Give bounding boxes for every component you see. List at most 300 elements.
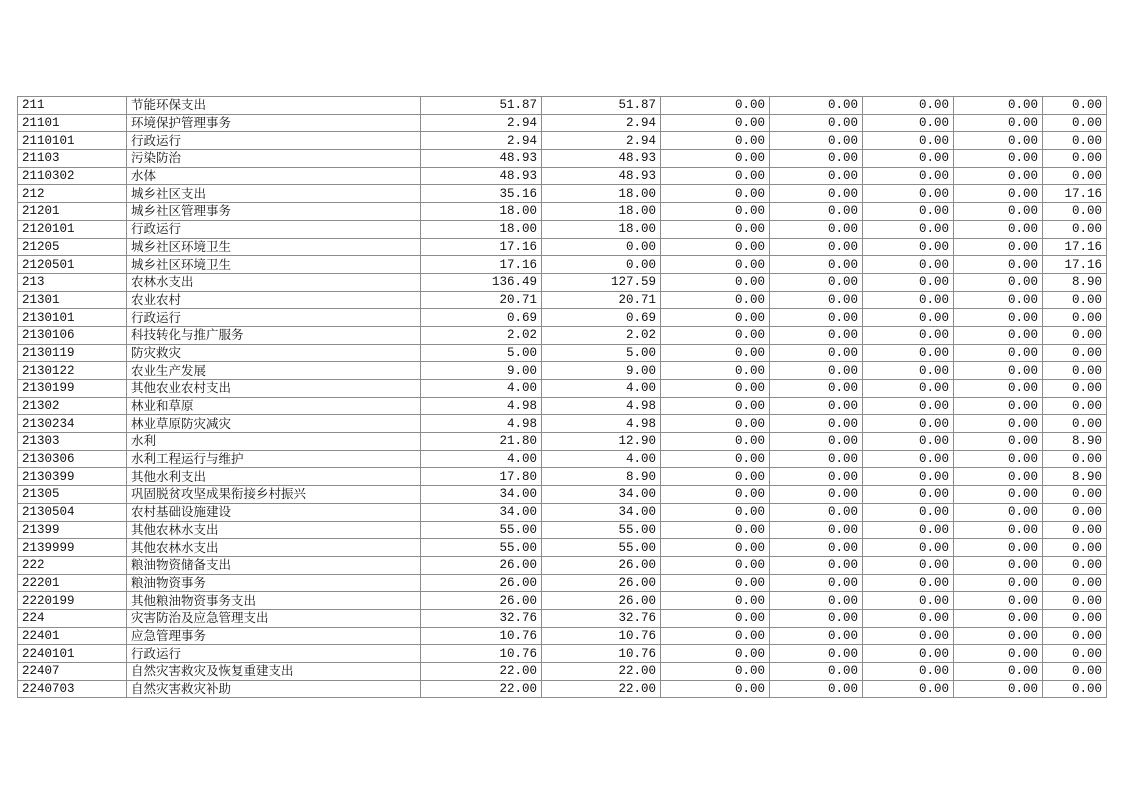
amount-cell: 0.00 <box>863 645 954 663</box>
amount-cell: 0.00 <box>770 397 863 415</box>
amount-cell: 18.00 <box>421 203 542 221</box>
amount-cell: 2.94 <box>421 132 542 150</box>
amount-cell: 4.00 <box>421 380 542 398</box>
table-row <box>18 645 1107 663</box>
amount-cell: 0.00 <box>770 539 863 557</box>
amount-cell: 0.00 <box>770 326 863 344</box>
amount-cell: 0.00 <box>954 203 1043 221</box>
amount-cell: 127.59 <box>542 273 661 291</box>
amount-cell: 0.00 <box>863 627 954 645</box>
table-row <box>18 167 1107 185</box>
amount-cell: 32.76 <box>542 609 661 627</box>
amount-cell: 0.00 <box>770 592 863 610</box>
amount-cell: 2.94 <box>542 114 661 132</box>
account-code-cell: 21103 <box>18 150 127 168</box>
amount-cell: 0.00 <box>542 238 661 256</box>
amount-cell: 0.00 <box>661 433 770 451</box>
amount-cell: 0.00 <box>661 450 770 468</box>
table-row <box>18 574 1107 592</box>
amount-cell: 0.00 <box>661 203 770 221</box>
amount-cell: 0.00 <box>863 326 954 344</box>
amount-cell: 0.00 <box>1043 609 1107 627</box>
amount-cell: 10.76 <box>421 627 542 645</box>
amount-cell: 0.00 <box>954 645 1043 663</box>
amount-cell: 0.00 <box>863 680 954 698</box>
amount-cell: 2.94 <box>421 114 542 132</box>
amount-cell: 0.00 <box>954 309 1043 327</box>
amount-cell: 4.98 <box>421 415 542 433</box>
amount-cell: 17.16 <box>421 238 542 256</box>
amount-cell: 2.94 <box>542 132 661 150</box>
amount-cell: 0.00 <box>954 291 1043 309</box>
amount-cell: 0.00 <box>863 238 954 256</box>
amount-cell: 0.00 <box>863 362 954 380</box>
amount-cell: 22.00 <box>542 680 661 698</box>
account-code-cell: 21399 <box>18 521 127 539</box>
amount-cell: 0.00 <box>1043 291 1107 309</box>
amount-cell: 0.00 <box>863 309 954 327</box>
table-row <box>18 556 1107 574</box>
amount-cell: 35.16 <box>421 185 542 203</box>
amount-cell: 0.00 <box>954 150 1043 168</box>
amount-cell: 0.00 <box>954 503 1043 521</box>
table-row <box>18 468 1107 486</box>
amount-cell: 0.00 <box>661 273 770 291</box>
account-name-cell: 行政运行 <box>127 309 421 327</box>
account-code-cell: 211 <box>18 97 127 115</box>
amount-cell: 5.00 <box>542 344 661 362</box>
account-name-cell: 行政运行 <box>127 220 421 238</box>
account-code-cell: 22407 <box>18 663 127 681</box>
amount-cell: 0.00 <box>954 97 1043 115</box>
table-row <box>18 521 1107 539</box>
amount-cell: 0.00 <box>770 486 863 504</box>
account-name-cell: 其他粮油物资事务支出 <box>127 592 421 610</box>
amount-cell: 0.00 <box>770 150 863 168</box>
amount-cell: 0.00 <box>863 114 954 132</box>
amount-cell: 0.00 <box>863 539 954 557</box>
amount-cell: 4.00 <box>542 380 661 398</box>
amount-cell: 0.00 <box>661 132 770 150</box>
amount-cell: 17.16 <box>1043 256 1107 274</box>
amount-cell: 0.00 <box>661 663 770 681</box>
amount-cell: 0.00 <box>661 220 770 238</box>
account-name-cell: 农业农村 <box>127 291 421 309</box>
table-row <box>18 486 1107 504</box>
amount-cell: 55.00 <box>421 521 542 539</box>
amount-cell: 0.00 <box>863 167 954 185</box>
amount-cell: 9.00 <box>542 362 661 380</box>
amount-cell: 0.00 <box>863 663 954 681</box>
amount-cell: 0.00 <box>863 503 954 521</box>
amount-cell: 22.00 <box>421 663 542 681</box>
budget-page <box>17 96 1107 698</box>
amount-cell: 0.00 <box>954 680 1043 698</box>
amount-cell: 12.90 <box>542 433 661 451</box>
budget-table <box>17 96 1107 698</box>
amount-cell: 0.00 <box>770 680 863 698</box>
amount-cell: 48.93 <box>542 150 661 168</box>
account-name-cell: 水利工程运行与维护 <box>127 450 421 468</box>
amount-cell: 0.00 <box>770 503 863 521</box>
amount-cell: 136.49 <box>421 273 542 291</box>
amount-cell: 17.16 <box>1043 185 1107 203</box>
amount-cell: 0.00 <box>1043 680 1107 698</box>
account-name-cell: 科技转化与推广服务 <box>127 326 421 344</box>
table-row <box>18 150 1107 168</box>
amount-cell: 0.00 <box>1043 167 1107 185</box>
table-row <box>18 450 1107 468</box>
amount-cell: 0.00 <box>770 203 863 221</box>
account-name-cell: 环境保护管理事务 <box>127 114 421 132</box>
amount-cell: 0.00 <box>954 326 1043 344</box>
amount-cell: 0.00 <box>661 397 770 415</box>
amount-cell: 0.00 <box>863 97 954 115</box>
amount-cell: 0.00 <box>1043 415 1107 433</box>
table-row <box>18 592 1107 610</box>
amount-cell: 4.98 <box>542 397 661 415</box>
table-row <box>18 185 1107 203</box>
amount-cell: 0.00 <box>954 486 1043 504</box>
amount-cell: 0.00 <box>954 362 1043 380</box>
amount-cell: 0.00 <box>863 468 954 486</box>
amount-cell: 0.00 <box>1043 114 1107 132</box>
amount-cell: 0.00 <box>863 450 954 468</box>
amount-cell: 0.00 <box>770 521 863 539</box>
amount-cell: 0.00 <box>542 256 661 274</box>
amount-cell: 8.90 <box>1043 273 1107 291</box>
amount-cell: 0.00 <box>770 468 863 486</box>
account-name-cell: 水利 <box>127 433 421 451</box>
account-code-cell: 2130399 <box>18 468 127 486</box>
account-name-cell: 行政运行 <box>127 645 421 663</box>
table-row <box>18 503 1107 521</box>
account-code-cell: 222 <box>18 556 127 574</box>
account-name-cell: 城乡社区管理事务 <box>127 203 421 221</box>
amount-cell: 0.00 <box>1043 397 1107 415</box>
amount-cell: 26.00 <box>542 592 661 610</box>
amount-cell: 0.00 <box>661 486 770 504</box>
amount-cell: 0.00 <box>863 220 954 238</box>
amount-cell: 20.71 <box>542 291 661 309</box>
amount-cell: 0.00 <box>770 645 863 663</box>
amount-cell: 0.00 <box>770 185 863 203</box>
amount-cell: 55.00 <box>421 539 542 557</box>
amount-cell: 0.00 <box>863 609 954 627</box>
account-name-cell: 其他水利支出 <box>127 468 421 486</box>
amount-cell: 0.00 <box>1043 362 1107 380</box>
amount-cell: 0.00 <box>661 167 770 185</box>
account-code-cell: 2130504 <box>18 503 127 521</box>
amount-cell: 0.00 <box>770 114 863 132</box>
amount-cell: 0.00 <box>1043 220 1107 238</box>
amount-cell: 0.00 <box>770 273 863 291</box>
amount-cell: 4.00 <box>421 450 542 468</box>
amount-cell: 8.90 <box>542 468 661 486</box>
amount-cell: 10.76 <box>421 645 542 663</box>
amount-cell: 34.00 <box>421 503 542 521</box>
amount-cell: 0.00 <box>863 185 954 203</box>
amount-cell: 0.00 <box>1043 326 1107 344</box>
table-row <box>18 238 1107 256</box>
table-row <box>18 203 1107 221</box>
amount-cell: 18.00 <box>542 185 661 203</box>
amount-cell: 0.00 <box>770 238 863 256</box>
amount-cell: 0.00 <box>1043 380 1107 398</box>
amount-cell: 0.00 <box>661 344 770 362</box>
amount-cell: 0.00 <box>1043 574 1107 592</box>
amount-cell: 0.00 <box>770 344 863 362</box>
account-code-cell: 21302 <box>18 397 127 415</box>
account-name-cell: 应急管理事务 <box>127 627 421 645</box>
amount-cell: 2.02 <box>542 326 661 344</box>
table-row <box>18 309 1107 327</box>
amount-cell: 0.00 <box>954 380 1043 398</box>
account-name-cell: 农林水支出 <box>127 273 421 291</box>
amount-cell: 0.00 <box>661 97 770 115</box>
amount-cell: 0.00 <box>661 539 770 557</box>
account-name-cell: 农业生产发展 <box>127 362 421 380</box>
table-row <box>18 326 1107 344</box>
amount-cell: 0.00 <box>661 291 770 309</box>
account-code-cell: 2130234 <box>18 415 127 433</box>
amount-cell: 0.00 <box>770 574 863 592</box>
account-code-cell: 21201 <box>18 203 127 221</box>
amount-cell: 0.00 <box>661 680 770 698</box>
account-code-cell: 2120501 <box>18 256 127 274</box>
amount-cell: 0.69 <box>421 309 542 327</box>
amount-cell: 0.00 <box>661 415 770 433</box>
amount-cell: 0.00 <box>770 380 863 398</box>
account-name-cell: 节能环保支出 <box>127 97 421 115</box>
amount-cell: 0.00 <box>954 468 1043 486</box>
amount-cell: 0.00 <box>770 627 863 645</box>
amount-cell: 0.00 <box>1043 97 1107 115</box>
amount-cell: 0.69 <box>542 309 661 327</box>
account-code-cell: 21205 <box>18 238 127 256</box>
amount-cell: 0.00 <box>863 132 954 150</box>
account-code-cell: 2139999 <box>18 539 127 557</box>
amount-cell: 0.00 <box>954 256 1043 274</box>
amount-cell: 0.00 <box>770 132 863 150</box>
amount-cell: 2.02 <box>421 326 542 344</box>
amount-cell: 17.16 <box>1043 238 1107 256</box>
amount-cell: 0.00 <box>1043 539 1107 557</box>
amount-cell: 0.00 <box>661 114 770 132</box>
account-code-cell: 2110101 <box>18 132 127 150</box>
amount-cell: 0.00 <box>661 556 770 574</box>
amount-cell: 51.87 <box>421 97 542 115</box>
amount-cell: 48.93 <box>542 167 661 185</box>
amount-cell: 0.00 <box>1043 132 1107 150</box>
amount-cell: 0.00 <box>1043 150 1107 168</box>
amount-cell: 0.00 <box>661 503 770 521</box>
amount-cell: 0.00 <box>863 344 954 362</box>
amount-cell: 0.00 <box>863 203 954 221</box>
amount-cell: 0.00 <box>954 167 1043 185</box>
amount-cell: 0.00 <box>770 167 863 185</box>
account-name-cell: 自然灾害救灾补助 <box>127 680 421 698</box>
account-code-cell: 2240703 <box>18 680 127 698</box>
table-row <box>18 273 1107 291</box>
amount-cell: 26.00 <box>421 574 542 592</box>
budget-table-body <box>18 97 1107 698</box>
amount-cell: 0.00 <box>954 574 1043 592</box>
amount-cell: 0.00 <box>770 291 863 309</box>
table-row <box>18 663 1107 681</box>
account-code-cell: 22401 <box>18 627 127 645</box>
amount-cell: 0.00 <box>661 256 770 274</box>
table-row <box>18 415 1107 433</box>
account-code-cell: 2120101 <box>18 220 127 238</box>
amount-cell: 22.00 <box>542 663 661 681</box>
amount-cell: 0.00 <box>661 309 770 327</box>
amount-cell: 0.00 <box>863 574 954 592</box>
table-row <box>18 397 1107 415</box>
amount-cell: 0.00 <box>954 521 1043 539</box>
amount-cell: 0.00 <box>770 415 863 433</box>
amount-cell: 26.00 <box>421 592 542 610</box>
amount-cell: 0.00 <box>863 291 954 309</box>
account-code-cell: 212 <box>18 185 127 203</box>
amount-cell: 0.00 <box>863 397 954 415</box>
amount-cell: 0.00 <box>770 220 863 238</box>
account-name-cell: 自然灾害救灾及恢复重建支出 <box>127 663 421 681</box>
account-code-cell: 2130119 <box>18 344 127 362</box>
amount-cell: 0.00 <box>863 150 954 168</box>
amount-cell: 0.00 <box>954 592 1043 610</box>
amount-cell: 0.00 <box>954 450 1043 468</box>
amount-cell: 0.00 <box>954 663 1043 681</box>
amount-cell: 0.00 <box>661 326 770 344</box>
amount-cell: 8.90 <box>1043 468 1107 486</box>
amount-cell: 0.00 <box>661 380 770 398</box>
account-code-cell: 224 <box>18 609 127 627</box>
amount-cell: 48.93 <box>421 167 542 185</box>
amount-cell: 0.00 <box>1043 592 1107 610</box>
account-code-cell: 21301 <box>18 291 127 309</box>
account-code-cell: 2130106 <box>18 326 127 344</box>
amount-cell: 0.00 <box>1043 503 1107 521</box>
amount-cell: 0.00 <box>1043 309 1107 327</box>
amount-cell: 0.00 <box>954 344 1043 362</box>
table-row <box>18 609 1107 627</box>
amount-cell: 0.00 <box>863 273 954 291</box>
amount-cell: 0.00 <box>954 433 1043 451</box>
amount-cell: 34.00 <box>421 486 542 504</box>
account-name-cell: 粮油物资事务 <box>127 574 421 592</box>
account-code-cell: 2130101 <box>18 309 127 327</box>
amount-cell: 0.00 <box>1043 450 1107 468</box>
account-name-cell: 农村基础设施建设 <box>127 503 421 521</box>
amount-cell: 0.00 <box>661 592 770 610</box>
amount-cell: 4.98 <box>542 415 661 433</box>
table-row <box>18 97 1107 115</box>
account-code-cell: 213 <box>18 273 127 291</box>
table-row <box>18 362 1107 380</box>
amount-cell: 0.00 <box>770 556 863 574</box>
amount-cell: 0.00 <box>863 256 954 274</box>
amount-cell: 0.00 <box>770 663 863 681</box>
amount-cell: 48.93 <box>421 150 542 168</box>
amount-cell: 0.00 <box>954 556 1043 574</box>
table-row <box>18 220 1107 238</box>
amount-cell: 0.00 <box>661 609 770 627</box>
amount-cell: 0.00 <box>770 362 863 380</box>
account-code-cell: 2130122 <box>18 362 127 380</box>
amount-cell: 51.87 <box>542 97 661 115</box>
account-code-cell: 2240101 <box>18 645 127 663</box>
account-name-cell: 城乡社区环境卫生 <box>127 256 421 274</box>
account-name-cell: 灾害防治及应急管理支出 <box>127 609 421 627</box>
amount-cell: 0.00 <box>954 185 1043 203</box>
amount-cell: 26.00 <box>421 556 542 574</box>
amount-cell: 8.90 <box>1043 433 1107 451</box>
amount-cell: 10.76 <box>542 645 661 663</box>
amount-cell: 5.00 <box>421 344 542 362</box>
account-name-cell: 水体 <box>127 167 421 185</box>
account-code-cell: 2130199 <box>18 380 127 398</box>
amount-cell: 0.00 <box>954 539 1043 557</box>
amount-cell: 0.00 <box>863 380 954 398</box>
amount-cell: 26.00 <box>542 574 661 592</box>
table-row <box>18 132 1107 150</box>
table-row <box>18 291 1107 309</box>
amount-cell: 0.00 <box>661 468 770 486</box>
amount-cell: 18.00 <box>542 203 661 221</box>
account-code-cell: 21101 <box>18 114 127 132</box>
amount-cell: 0.00 <box>863 415 954 433</box>
amount-cell: 0.00 <box>863 592 954 610</box>
amount-cell: 0.00 <box>1043 203 1107 221</box>
amount-cell: 0.00 <box>1043 627 1107 645</box>
account-name-cell: 林业草原防灾减灾 <box>127 415 421 433</box>
amount-cell: 0.00 <box>1043 486 1107 504</box>
amount-cell: 0.00 <box>863 433 954 451</box>
amount-cell: 22.00 <box>421 680 542 698</box>
amount-cell: 0.00 <box>954 273 1043 291</box>
amount-cell: 0.00 <box>770 97 863 115</box>
amount-cell: 0.00 <box>661 627 770 645</box>
table-row <box>18 380 1107 398</box>
amount-cell: 0.00 <box>954 132 1043 150</box>
account-code-cell: 2130306 <box>18 450 127 468</box>
account-name-cell: 城乡社区支出 <box>127 185 421 203</box>
account-name-cell: 城乡社区环境卫生 <box>127 238 421 256</box>
table-row <box>18 539 1107 557</box>
amount-cell: 4.98 <box>421 397 542 415</box>
account-code-cell: 2220199 <box>18 592 127 610</box>
amount-cell: 0.00 <box>954 627 1043 645</box>
amount-cell: 0.00 <box>770 450 863 468</box>
account-name-cell: 防灾救灾 <box>127 344 421 362</box>
amount-cell: 0.00 <box>954 397 1043 415</box>
amount-cell: 18.00 <box>542 220 661 238</box>
amount-cell: 0.00 <box>954 114 1043 132</box>
amount-cell: 0.00 <box>661 150 770 168</box>
amount-cell: 0.00 <box>1043 556 1107 574</box>
amount-cell: 34.00 <box>542 503 661 521</box>
amount-cell: 0.00 <box>1043 645 1107 663</box>
table-row <box>18 680 1107 698</box>
account-code-cell: 21303 <box>18 433 127 451</box>
amount-cell: 0.00 <box>770 609 863 627</box>
table-row <box>18 344 1107 362</box>
amount-cell: 34.00 <box>542 486 661 504</box>
amount-cell: 17.16 <box>421 256 542 274</box>
amount-cell: 0.00 <box>954 238 1043 256</box>
account-name-cell: 巩固脱贫攻坚成果衔接乡村振兴 <box>127 486 421 504</box>
